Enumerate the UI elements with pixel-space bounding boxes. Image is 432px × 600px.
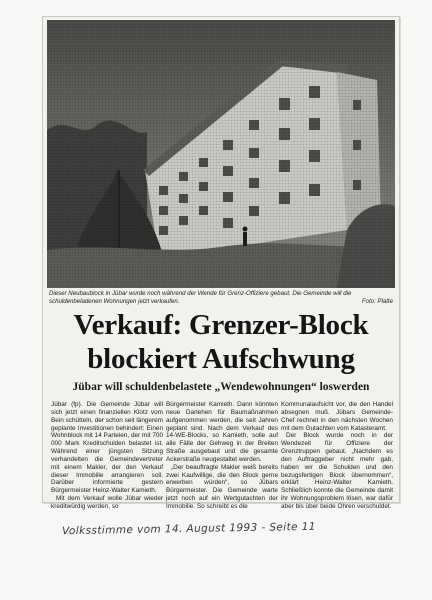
- headline-line-2: blockiert Aufschwung: [87, 343, 355, 375]
- headline-line-1: Verkauf: Grenzer-Block: [73, 309, 369, 341]
- photo-caption: Dieser Neubaublock in Jübar wurde noch während der Wende für Grenz-Offiziere gebaut. Die Gemeinde will die schuldenbeladenen Wohnungen jetzt verkaufen.: [49, 290, 352, 305]
- article-column-1: [51, 401, 163, 511]
- article-paragraph: Jübar (fp). Die Gemeinde Jübar will sich jetzt einen finanziellen Klotz vom Bein schütteln, der schon seit längerem geplante Investitionen behindert: Einen Wohnblock mit 14 Parteien, der mit 700 000 Mark Kreditschulden belastet ist. Während einer jüngsten Sitzung verhandelten die Gemeindevertreter mit einem Makler, der den Verkauf dieser Immobilie arrangieren soll. Darüber informierte gestern Bürgermeister Heinz-Walter Kamieth.: [51, 401, 163, 495]
- building-photo: [47, 20, 395, 288]
- handwritten-source-note: Volksstimme vom 14. August 1993 - Seite 11: [61, 520, 316, 538]
- article-paragraph: Mit dem Verkauf wolle Jübar wieder kreditwürdig werden, so: [51, 495, 163, 510]
- photo-credit: Foto: Platte: [361, 298, 393, 305]
- subheadline: Jübar will schuldenbelastete „Wendewohnungen“ loswerden: [72, 381, 370, 393]
- article-paragraph: Bürgermeister Kamieth. Dann könnten neue Darlehen für Baumaßnahmen aufgenommen werden, die seit Jahren geplant sind. Nach dem Verkauf des 14-WE-Blocks, so Kamieth, solle auf alle Fälle der Gehweg in der Breiten Straße ausgebaut und die gesamte Ackerstraße neugestaltet werden.: [166, 401, 278, 463]
- article-column-2: [166, 401, 278, 511]
- article-paragraph: Der Block wurde noch in der Wendezeit für Offiziere der Grenztruppen gebaut. „Nachdem es den Auftraggeber nicht mehr gab, haben wir die Schulden und den bezugsfertigen Block übernommen“, erklärt Heinz-Walter Kamieth. Schließlich konnte die Gemeinde damit ihr Wohnungsproblem lösen, war dafür aber bis über beide Ohren verschuldet.: [281, 432, 393, 510]
- newspaper-clipping: [42, 16, 400, 510]
- article-column-3: [281, 401, 393, 511]
- article-paragraph: „Der beauftragte Makler weiß bereits zwei Kaufwillige, die den Block gerne erwerben würden“, so Jübars Bürgermeister. Die Gemeinde warte jetzt noch auf ein Wertgutachten der Immobilie. So schreibt es die: [166, 463, 278, 510]
- article-paragraph: Kommunalaufsicht vor, die den Handel absegnen muß. Jübars Gemeinde-Chef rechnet in den nächsten Wochen mit dem Gutachten vom Katasteramt.: [281, 401, 393, 432]
